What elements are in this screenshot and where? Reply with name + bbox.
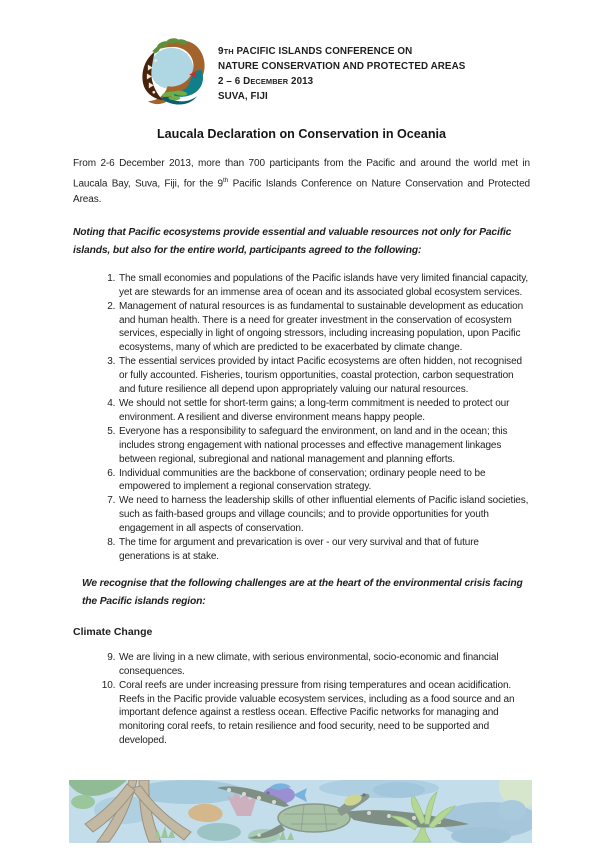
climate-change-list <box>73 651 530 748</box>
list-item-10: 10. Coral reefs are under increasing pressure from rising temperatures and ocean acidification. Reefs in the Pacific provide valuable ecosystem services, including as a food source and an important defence against a restless ocean. Effective Pacific networks for managing and monitoring coral reefs, to retain resilience and food security, need to be supported and developed. <box>118 679 530 749</box>
list-item-9: 9. We are living in a new climate, with serious environmental, socio-economic and financial consequences. <box>118 651 530 679</box>
list-item-1: 1. The small economies and populations of the Pacific islands have very limited financial capacity, yet are stewards for an immense area of ocean and its associated global ecosystem services. <box>118 272 530 300</box>
challenges-lead-in: We recognise that the following challenges are at the heart of the environmental crisis facing the Pacific islands region: <box>82 577 523 607</box>
conference-header-text <box>218 44 465 104</box>
agreements-lead-in: Noting that Pacific ecosystems provide essential and valuable resources not only for Pacific islands, but also for the entire world, participants agreed to the following: <box>73 226 512 256</box>
list-item-7: 7. We need to harness the leadership skills of other influential elements of Pacific island societies, such as faith-based groups and village councils; and to provide opportunities for youth engagement in all aspects of conservation. <box>118 494 530 536</box>
document-header <box>139 37 530 114</box>
section-heading-climate-change: Climate Change <box>73 625 153 638</box>
intro-paragraph: From 2-6 December 2013, more than 700 participants from the Pacific and around the world met in Laucala Bay, Suva, Fiji, for the 9th Pacific Islands Conference on Nature Conservation and Protected Areas. <box>73 158 530 206</box>
list-item-5: 5. Everyone has a responsibility to safeguard the environment, on land and in the ocean; this includes strong engagement with national processes and effective management linkages between regional, subregional and national management and planning efforts. <box>118 425 530 467</box>
conference-dates: 2 – 6 DECEMBER 2013 <box>218 76 314 87</box>
reef-mural-banner <box>69 780 532 843</box>
list-item-2: 2. Management of natural resources is as fundamental to sustainable development as education and human health. There is a need for greater investment in the conservation of ecosystem services, especially in light of ongoing stressors, including increasing population, upon Pacific ecosystems, many of which are predicted to be exacerbated by climate change. <box>118 300 530 356</box>
list-item-6: 6. Individual communities are the backbone of conservation; ordinary people need to be empowered to implement a regional conservation strategy. <box>118 467 530 495</box>
conference-name-line2: NATURE CONSERVATION AND PROTECTED AREAS <box>218 61 466 72</box>
conference-location: SUVA, FIJI <box>218 91 268 102</box>
list-item-3: 3. The essential services provided by intact Pacific ecosystems are often hidden, not recognised or fully accounted. Fisheries, tourism opportunities, coastal protection, carbon sequestration and future resilience all depend upon appropriately valuing our natural resources. <box>118 355 530 397</box>
reef-mural-illustration <box>69 780 532 843</box>
conference-name-line1: 9TH PACIFIC ISLANDS CONFERENCE ON <box>218 46 413 57</box>
list-item-8: 8. The time for argument and prevarication is over - our very survival and that of future generations is at stake. <box>118 536 530 564</box>
document-title: Laucala Declaration on Conservation in Oceania <box>156 127 447 141</box>
list-item-4: 4. We should not settle for short-term gains; a long-term commitment is needed to protect our environment. A resilient and diverse environment means happy people. <box>118 397 530 425</box>
agreements-list <box>73 272 530 564</box>
conference-logo-icon <box>139 37 210 114</box>
conference-logo <box>139 37 210 114</box>
